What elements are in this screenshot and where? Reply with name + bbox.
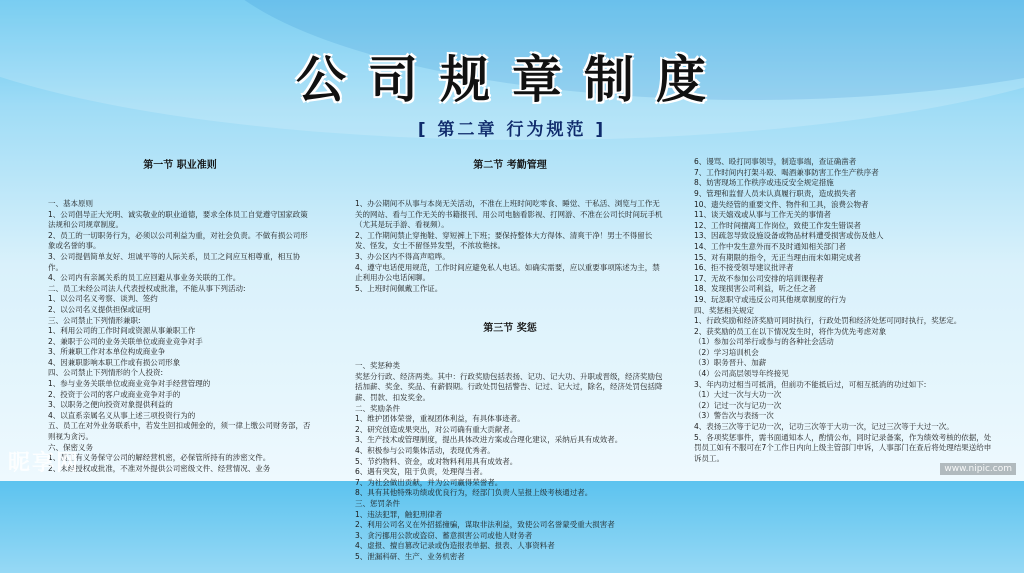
text-line: 16、拒不接受领导建议批评者	[694, 263, 794, 273]
text-line: 1、公司倡导正大光明、诚实敬业的职业道德，要求全体员工自觉遵守国家政策法规和公司规章制度。	[48, 209, 308, 230]
text-line: 一、基本原则	[48, 198, 93, 208]
text-line: 1、行政奖励和经济奖励可同时执行，行政处罚和经济处惩可同时执行，奖惩定。	[694, 316, 962, 326]
text-line: （2）记过一次与记功一次	[694, 400, 782, 410]
text-line: 9、管理和监督人员未认真履行职责，造成损失者	[694, 188, 857, 198]
text-line: 14、工作中发生意外而不及时通知相关部门者	[694, 241, 847, 251]
text-line: 三、惩罚条件	[355, 499, 400, 508]
text-line: 1、维护团体荣誉，重视团体利益，有具体事迹者。	[355, 414, 525, 424]
text-line: 11、谈天嬉戏或从事与工作无关的事情者	[694, 210, 832, 220]
page-title: 公司规章制度	[296, 50, 728, 109]
text-line: 3、年内功过相当可抵消，但前功不能抵后过，可相互抵消的功过如下:	[694, 379, 927, 389]
text-line: 3、贪污挪用公款或盗窃、蓄意损害公司或他人财务者	[355, 530, 533, 540]
text-line: 5、上班时间佩戴工作证。	[355, 283, 443, 293]
text-line: 3、所兼职工作对本单位构成商业争	[48, 347, 166, 357]
text-line: （4）公司高层领导年终接见	[694, 369, 789, 379]
section-heading: 第二节 考勤管理	[473, 160, 547, 172]
text-line: 8、妨害现场工作秩序或违反安全规定措施	[694, 178, 834, 188]
text-line: 10、遗失经管的重要文件、物件和工具，浪费公物者	[694, 199, 869, 209]
text-line: 8、具有其他特殊功绩或优良行为，经部门负责人呈报上级考核通过者。	[355, 488, 593, 498]
text-line: 三、公司禁止下列情形兼职:	[48, 315, 141, 325]
text-line: 四、奖惩相关规定	[694, 305, 754, 315]
text-line: 4、以直系亲属名义从事上述三项投资行为的	[48, 410, 196, 420]
text-line: 六、保密义务	[48, 442, 93, 452]
text-line: 2、投资于公司的客户或商业竞争对手的	[48, 389, 181, 399]
text-line: 1、参与业务关联单位或商业竞争对手经营管理的	[48, 379, 211, 389]
text-line: 3、公司提倡简单友好、坦诚平等的人际关系，员工之间应互相尊重，相互协作。	[48, 251, 301, 272]
text-line: （3）警告次与表扬一次	[694, 411, 774, 421]
watermark-url: www.nipic.com	[940, 463, 1016, 475]
text-line: （1）参加公司举行或参与的各种社会活动	[694, 337, 834, 347]
text-line: 二、员工未经公司法人代表授权或批准，不能从事下列活动:	[48, 283, 246, 293]
text-line: 15、对有期限的指令，无正当理由而未如期完成者	[694, 252, 862, 262]
text-line: 13、因疏忽导致设施设备或物品材料遭受损害或伤及他人	[694, 231, 884, 241]
text-line: 3、以职务之便向投资对象提供利益的	[48, 400, 173, 410]
text-line: 2、未经授权或批准，不准对外提供公司密级文件、经营情况、业务	[48, 463, 271, 473]
section-heading: 第三节 奖惩	[483, 322, 537, 334]
column-professional-code	[48, 140, 312, 485]
chapter-subtitle: [ 第二章 行为规范 ]	[417, 120, 607, 140]
text-line: 1、办公期间不从事与本岗无关活动，不准在上班时间吃零食、睡觉、干私活、浏览与工作无关的网站、看与工作无关的书籍报刊、用公司电脑看影视、打网游、不准在公司长时间玩手机（尤其是玩手游、看视频）。	[355, 198, 663, 230]
text-line: 2、以公司名义提供担保或证明	[48, 304, 151, 314]
text-line: 18、发现损害公司利益，听之任之者	[694, 284, 817, 294]
text-line: 1、违法犯罪，触犯刑律者	[355, 509, 443, 519]
text-line: 7、为社会做出贡献，并为公司赢得荣誉者。	[355, 477, 503, 487]
text-line: 17、无故不参加公司安排的培训课程者	[694, 273, 824, 283]
section-body	[694, 157, 994, 464]
text-line: 奖惩分行政、经济两类。其中：行政奖励包括表扬、记功、记大功、升职或晋级，经济奖励包括加薪、奖金、奖品、有薪假期。行政处罚包括警告、记过、记大过，除名，经济处罚包括降薪、罚款、扣发奖金。	[355, 371, 663, 403]
text-line: 3、生产技术或管理制度，提出具体改进方案或合理化建议，采纳后具有成效者。	[355, 435, 623, 445]
section-body	[355, 361, 665, 562]
text-line: 2、工作期间禁止穿拖鞋、穿短裤上下班；要保持整体大方得体、清爽干净！男士不得留长发、怪发，女士不留怪异发型，不浓妆艳抹。	[355, 230, 653, 251]
text-line: 6、遇有突发，阻于负责，处理得当者。	[355, 467, 488, 477]
text-line: 7、工作时间内打架斗殴、喝酒兼事防害工作生产秩序者	[694, 167, 879, 177]
watermark-logo: 昵享网	[8, 451, 81, 476]
text-line: 5、各项奖惩事件，需书面通知本人，酌情公布，同时记录备案，作为绩效考核的依据，处罚员工如有不服可在7个工作日内向上级主管部门申诉，人事部门在查后将处理结果送给申诉员工。	[694, 432, 992, 463]
column-attendance-rewards	[355, 140, 665, 573]
section-heading: 第一节 职业准则	[143, 160, 217, 172]
text-line: 4、虚报、擅自篡改记录或伪造报表单据、报表、人事资料者	[355, 541, 555, 551]
text-line: 12、工作时间擅离工作岗位，致使工作发生错误者	[694, 220, 862, 230]
text-line: 2、员工的一切职务行为，必须以公司利益为重，对社会负责。不做有损公司形象或名誉的事。	[48, 230, 308, 251]
text-line: （3）职务晋升、加薪	[694, 358, 767, 368]
text-line: 五、员工在对外业务联系中，若发生回扣或佣金的，须一律上缴公司财务部，否则视为贪污。	[48, 421, 311, 442]
text-line: 四、公司禁止下列情形的个人投资:	[48, 368, 164, 378]
text-line: 1、利用公司的工作时间或资源从事兼职工作	[48, 326, 196, 336]
text-line: 4、遵守电话使用规范，工作时间应避免私人电话。如确实需要，应以重要事项陈述为主，禁止利用办公电话闲聊。	[355, 262, 660, 283]
column-rewards-continued	[694, 136, 994, 475]
text-line: 二、奖励条件	[355, 403, 400, 413]
text-line: 4、表扬三次等于记功一次，记功三次等于大功一次，记过三次等于大过一次。	[694, 422, 954, 432]
text-line: 1、以公司名义考察、谈判、签约	[48, 294, 158, 304]
section-body	[48, 199, 312, 474]
text-line: 5、泄漏科研、生产、业务机密者	[355, 551, 465, 561]
text-line: （1）大过一次与大功一次	[694, 390, 782, 400]
text-line: 2、兼职于公司的业务关联单位或商业竞争对手	[48, 336, 203, 346]
text-line: 2、利用公司名义在外招摇撞骗，谋取非法利益，致使公司名誉蒙受重大损害者	[355, 520, 615, 530]
text-line: 3、办公区内不得高声喧哗。	[355, 251, 450, 261]
text-line: 4、公司内有亲属关系的员工应回避从事业务关联的工作。	[48, 273, 241, 283]
text-line: 一、奖惩种类	[355, 361, 400, 371]
text-line: 2、获奖励的员工在以下情况发生时，将作为优先考虑对象	[694, 326, 887, 336]
text-line: （2）学习培训机会	[694, 347, 759, 357]
text-line: 5、节约物料、资金，或对物料利用具有成效者。	[355, 456, 518, 466]
text-line: 1、员工有义务保守公司的解经营机密，必保管所持有的涉密文件。	[48, 453, 271, 463]
text-line: 19、玩忽职守或违反公司其他规章制度的行为	[694, 294, 847, 304]
section-body	[355, 199, 665, 294]
text-line: 2、研究创造成果突出，对公司确有重大贡献者。	[355, 424, 518, 434]
text-line: 4、积极参与公司集体活动，表现优秀者。	[355, 446, 495, 456]
text-line: 4、因兼职影响本职工作或有损公司形象	[48, 357, 181, 367]
text-line: 6、谩骂、殴打同事领导，制造事端，查证确凿者	[694, 157, 857, 167]
